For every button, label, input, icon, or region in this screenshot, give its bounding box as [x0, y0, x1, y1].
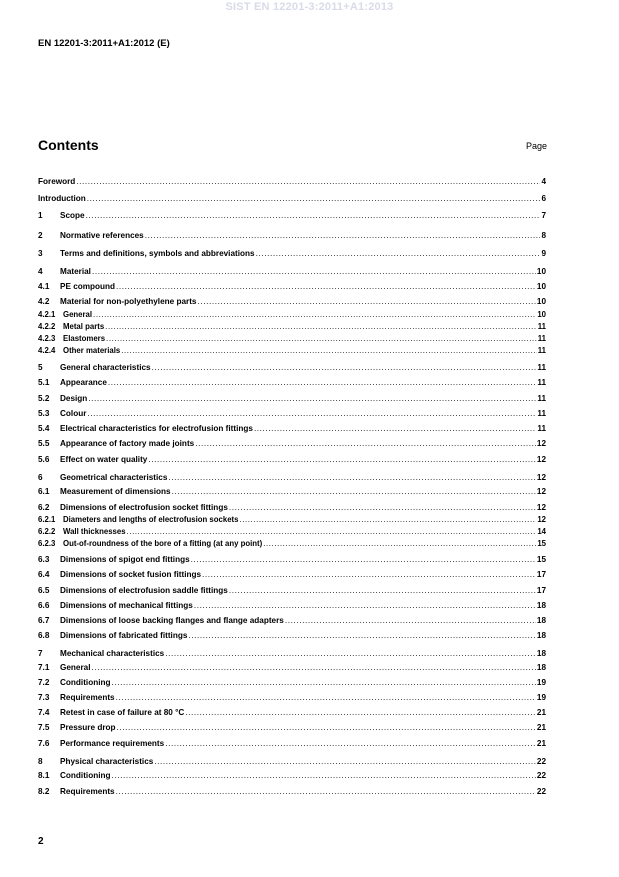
toc-entry-page: 11 — [537, 409, 546, 418]
toc-dot-leader — [92, 664, 536, 672]
toc-entry-page: 11 — [537, 394, 546, 403]
toc-dot-leader — [165, 740, 536, 748]
toc-dot-leader — [165, 650, 536, 658]
toc-dot-leader — [195, 440, 536, 448]
toc-entry[interactable] — [38, 516, 546, 524]
toc-entry[interactable] — [38, 250, 546, 258]
toc-entry-title: Diameters and lengths of electrofusion sockets — [63, 515, 239, 524]
toc-dot-leader — [239, 516, 536, 524]
toc-entry-number: 6.8 — [38, 631, 50, 640]
toc-entry-number: 7.5 — [38, 723, 50, 732]
toc-entry-page: 21 — [536, 723, 546, 732]
toc-entry-title: Dimensions of fabricated fittings — [60, 631, 188, 640]
toc-entry-number: 6.6 — [38, 601, 50, 610]
toc-entry-page: 18 — [536, 649, 546, 658]
toc-entry-page: 19 — [536, 693, 546, 702]
toc-entry-page: 17 — [536, 570, 546, 579]
toc-entry[interactable] — [38, 347, 546, 355]
toc-entry-number: 7.2 — [38, 678, 50, 687]
toc-dot-leader — [87, 410, 536, 418]
toc-entry-title: Out-of-roundness of the bore of a fitting (at any point) — [63, 539, 263, 548]
toc-entry-title: Appearance of factory made joints — [60, 439, 195, 448]
toc-dot-leader — [254, 425, 536, 433]
toc-entry-page: 12 — [536, 455, 546, 464]
toc-entry-title: Dimensions of electrofusion saddle fittings — [60, 586, 228, 595]
toc-entry[interactable] — [38, 788, 546, 796]
toc-entry-page: 14 — [537, 527, 546, 536]
toc-dot-leader — [188, 632, 536, 640]
toc-entry-number: 4.1 — [38, 282, 50, 291]
toc-dot-leader — [121, 347, 537, 355]
toc-entry[interactable] — [38, 178, 546, 186]
toc-entry-title: Scope — [60, 211, 85, 220]
toc-dot-leader — [127, 528, 537, 536]
toc-entry-page: 22 — [536, 757, 546, 766]
toc-entry-page: 10 — [537, 310, 546, 319]
toc-dot-leader — [256, 250, 541, 258]
toc-dot-leader — [116, 694, 536, 702]
toc-entry-number: 7.3 — [38, 693, 50, 702]
toc-entry-title: Wall thicknesses — [63, 527, 126, 536]
toc-entry[interactable] — [38, 456, 546, 464]
toc-entry-title: Dimensions of loose backing flanges and flange adapters — [60, 616, 284, 625]
toc-entry-page: 4 — [541, 177, 546, 186]
toc-entry-title: Dimensions of electrofusion socket fittings — [60, 503, 228, 512]
toc-entry-number: 6 — [38, 473, 43, 482]
toc-entry-title: Conditioning — [60, 771, 111, 780]
toc-entry-number: 5.5 — [38, 439, 50, 448]
toc-dot-leader — [111, 772, 535, 780]
toc-dot-leader — [194, 602, 536, 610]
toc-entry-title: Conditioning — [60, 678, 111, 687]
toc-dot-leader — [106, 335, 537, 343]
toc-entry[interactable] — [38, 528, 546, 536]
toc-entry-title: Colour — [60, 409, 87, 418]
toc-entry-page: 7 — [541, 211, 546, 220]
toc-entry-title: Elastomers — [63, 334, 106, 343]
toc-entry-number: 8.2 — [38, 787, 50, 796]
toc-entry-title: Dimensions of spigot end fittings — [60, 555, 190, 564]
toc-entry[interactable] — [38, 602, 546, 610]
toc-entry-title: Requirements — [60, 787, 115, 796]
toc-entry-title: General — [63, 310, 93, 319]
toc-dot-leader — [191, 556, 536, 564]
toc-dot-leader — [92, 268, 536, 276]
toc-entry[interactable] — [38, 587, 546, 595]
toc-entry-page: 8 — [541, 231, 546, 240]
toc-entry-title: Electrical characteristics for electrofusion fittings — [60, 424, 253, 433]
toc-entry-number: 2 — [38, 231, 43, 240]
toc-entry-number: 5.4 — [38, 424, 50, 433]
toc-dot-leader — [229, 587, 536, 595]
toc-entry[interactable] — [38, 364, 546, 372]
toc-entry-number: 6.2 — [38, 503, 50, 512]
toc-entry-title: PE compound — [60, 282, 116, 291]
toc-entry-page: 15 — [536, 555, 546, 564]
toc-entry-page: 10 — [536, 297, 546, 306]
toc-entry-number: 7.6 — [38, 739, 50, 748]
toc-entry-number: 5.3 — [38, 409, 50, 418]
toc-entry-number: 4.2 — [38, 297, 50, 306]
page-number: 2 — [38, 836, 44, 847]
toc-entry[interactable] — [38, 772, 546, 780]
toc-dot-leader — [202, 571, 536, 579]
toc-dot-leader — [263, 540, 536, 548]
toc-entry-title: Dimensions of socket fusion fittings — [60, 570, 202, 579]
toc-dot-leader — [172, 488, 536, 496]
toc-entry-number: 5.6 — [38, 455, 50, 464]
toc-entry[interactable] — [38, 694, 546, 702]
toc-entry[interactable] — [38, 740, 546, 748]
toc-entry-number: 4.2.3 — [38, 334, 56, 343]
toc-entry[interactable] — [38, 571, 546, 579]
toc-entry[interactable] — [38, 425, 546, 433]
watermark-text: SIST EN 12201-3:2011+A1:2013 — [225, 1, 394, 13]
toc-dot-leader — [154, 758, 536, 766]
toc-entry[interactable] — [38, 474, 546, 482]
toc-entry-title: Normative references — [60, 231, 144, 240]
toc-dot-leader — [88, 395, 536, 403]
toc-dot-leader — [185, 709, 536, 717]
toc-entry-number: 8 — [38, 757, 43, 766]
toc-dot-leader — [145, 232, 541, 240]
toc-entry-title: Other materials — [63, 346, 121, 355]
toc-entry[interactable] — [38, 232, 546, 240]
toc-dot-leader — [116, 283, 536, 291]
toc-entry[interactable] — [38, 195, 546, 203]
toc-entry[interactable] — [38, 268, 546, 276]
toc-entry-title: Appearance — [60, 378, 107, 387]
toc-dot-leader — [148, 456, 536, 464]
toc-dot-leader — [168, 474, 535, 482]
toc-entry-title: Terms and definitions, symbols and abbreviations — [60, 249, 255, 258]
toc-entry-page: 11 — [537, 424, 546, 433]
toc-entry-number: 6.7 — [38, 616, 50, 625]
toc-dot-leader — [108, 379, 536, 387]
toc-entry[interactable] — [38, 298, 546, 306]
toc-entry-number: 6.1 — [38, 487, 50, 496]
toc-entry-page: 18 — [536, 663, 546, 672]
toc-entry-title: Metal parts — [63, 322, 105, 331]
toc-dot-leader — [152, 364, 537, 372]
toc-entry[interactable] — [38, 488, 546, 496]
toc-entry[interactable] — [38, 650, 546, 658]
toc-entry[interactable] — [38, 440, 546, 448]
toc-entry-number: 6.5 — [38, 586, 50, 595]
toc-entry-title: Mechanical characteristics — [60, 649, 165, 658]
toc-entry-number: 6.2.3 — [38, 539, 56, 548]
toc-entry-number: 4.2.2 — [38, 322, 56, 331]
toc-entry[interactable] — [38, 556, 546, 564]
toc-entry-page: 17 — [536, 586, 546, 595]
toc-entry-page: 22 — [536, 787, 546, 796]
toc-entry-title: Effect on water quality — [60, 455, 148, 464]
toc-entry[interactable] — [38, 679, 546, 687]
toc-entry-title: Introduction — [38, 194, 86, 203]
toc-entry-page: 12 — [536, 487, 546, 496]
toc-entry-page: 18 — [536, 601, 546, 610]
toc-entry-number: 3 — [38, 249, 43, 258]
toc-entry-page: 18 — [536, 631, 546, 640]
toc-dot-leader — [93, 311, 536, 319]
toc-dot-leader — [76, 178, 540, 186]
toc-entry-page: 12 — [536, 439, 546, 448]
toc-entry-page: 12 — [536, 503, 546, 512]
toc-entry-number: 8.1 — [38, 771, 50, 780]
toc-entry-title: Performance requirements — [60, 739, 165, 748]
toc-entry-title: Foreword — [38, 177, 76, 186]
toc-entry-title: Design — [60, 394, 88, 403]
toc-entry-number: 1 — [38, 211, 43, 220]
toc-entry[interactable] — [38, 335, 546, 343]
toc-entry[interactable] — [38, 311, 546, 319]
toc-entry-page: 19 — [536, 678, 546, 687]
toc-entry[interactable] — [38, 758, 546, 766]
toc-entry-number: 5.1 — [38, 378, 50, 387]
toc-entry-page: 11 — [537, 363, 546, 372]
toc-entry-number: 7 — [38, 649, 43, 658]
toc-entry-title: Pressure drop — [60, 723, 116, 732]
toc-entry-number: 4 — [38, 267, 43, 276]
toc-entry-page: 15 — [537, 539, 546, 548]
toc-entry-number: 6.3 — [38, 555, 50, 564]
toc-dot-leader — [197, 298, 535, 306]
toc-dot-leader — [117, 724, 536, 732]
toc-entry-number: 5 — [38, 363, 43, 372]
toc-entry[interactable] — [38, 632, 546, 640]
toc-entry-number: 5.2 — [38, 394, 50, 403]
toc-entry-page: 21 — [536, 708, 546, 717]
contents-heading: Contents — [38, 137, 99, 153]
toc-entry-title: Retest in case of failure at 80 °C — [60, 708, 185, 717]
toc-entry-page: 21 — [536, 739, 546, 748]
toc-entry-page: 11 — [537, 334, 546, 343]
toc-entry[interactable] — [38, 617, 546, 625]
toc-entry[interactable] — [38, 724, 546, 732]
toc-entry[interactable] — [38, 283, 546, 291]
toc-entry-title: Material for non-polyethylene parts — [60, 297, 197, 306]
toc-entry-page: 12 — [536, 473, 546, 482]
toc-entry-number: 4.2.4 — [38, 346, 56, 355]
toc-entry-title: Geometrical characteristics — [60, 473, 168, 482]
toc-entry-number: 7.4 — [38, 708, 50, 717]
toc-entry-title: Measurement of dimensions — [60, 487, 171, 496]
toc-entry-page: 12 — [537, 515, 546, 524]
toc-entry-title: Dimensions of mechanical fittings — [60, 601, 193, 610]
page-column-label: Page — [525, 141, 547, 151]
toc-dot-leader — [87, 195, 541, 203]
document-id-header: EN 12201-3:2011+A1:2012 (E) — [38, 38, 170, 49]
toc-entry-page: 11 — [537, 346, 546, 355]
toc-entry[interactable] — [38, 709, 546, 717]
toc-entry-number: 7.1 — [38, 663, 50, 672]
toc-entry-page: 10 — [536, 282, 546, 291]
toc-entry-title: Requirements — [60, 693, 115, 702]
toc-dot-leader — [285, 617, 536, 625]
toc-entry-page: 9 — [541, 249, 546, 258]
toc-entry-page: 11 — [537, 378, 546, 387]
toc-entry[interactable] — [38, 212, 546, 220]
toc-entry-page: 6 — [541, 194, 546, 203]
toc-dot-leader — [86, 212, 541, 220]
toc-dot-leader — [229, 504, 536, 512]
toc-entry-number: 6.4 — [38, 570, 50, 579]
toc-entry-number: 4.2.1 — [38, 310, 56, 319]
toc-entry[interactable] — [38, 664, 546, 672]
toc-entry-page: 11 — [537, 322, 546, 331]
toc-entry-title: Material — [60, 267, 91, 276]
toc-dot-leader — [111, 679, 535, 687]
toc-entry-title: Physical characteristics — [60, 757, 154, 766]
toc-entry-page: 10 — [536, 267, 546, 276]
toc-entry-number: 6.2.2 — [38, 527, 56, 536]
toc-entry-number: 6.2.1 — [38, 515, 56, 524]
toc-entry[interactable] — [38, 504, 546, 512]
toc-entry[interactable] — [38, 395, 546, 403]
toc-entry-page: 18 — [536, 616, 546, 625]
toc-entry-title: General characteristics — [60, 363, 151, 372]
toc-entry[interactable] — [38, 410, 546, 418]
toc-entry-page: 22 — [536, 771, 546, 780]
toc-entry-title: General — [60, 663, 91, 672]
toc-dot-leader — [116, 788, 536, 796]
toc-entry[interactable] — [38, 323, 546, 331]
toc-entry[interactable] — [38, 540, 546, 548]
toc-dot-leader — [105, 323, 537, 331]
toc-entry[interactable] — [38, 379, 546, 387]
